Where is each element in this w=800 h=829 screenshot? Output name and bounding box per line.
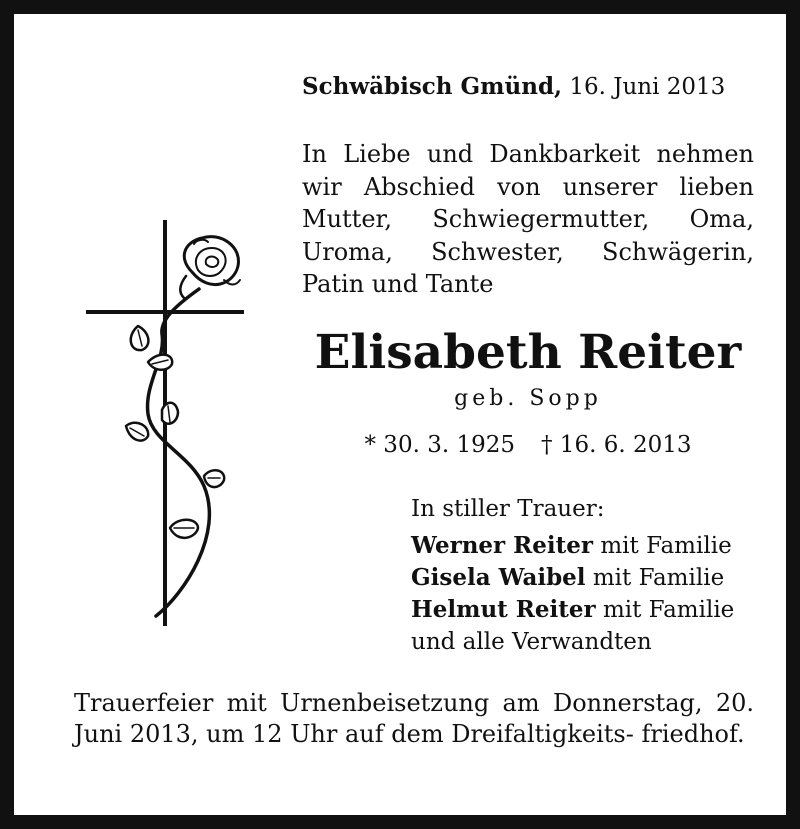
mourner-suffix: mit Familie — [595, 597, 735, 623]
mourner-name: Werner Reiter — [411, 532, 594, 559]
ceremony-line: Trauerfeier mit Urnenbeisetzung am Donnerstag, — [74, 689, 716, 717]
mourner-name: Gisela Waibel — [411, 564, 586, 591]
date: 16. Juni 2013 — [569, 74, 726, 100]
mourner-closing: und alle Verwandten — [411, 629, 652, 655]
intro-line: Patin und Tante — [302, 270, 494, 298]
intro-line: Uroma, Schwester, Schwägerin, — [302, 237, 754, 266]
ceremony-line: friedhof. — [641, 720, 745, 748]
cross-with-rose-icon — [74, 214, 254, 634]
life-dates — [270, 429, 786, 461]
mourner-name: Helmut Reiter — [411, 596, 596, 623]
place-date-line — [302, 72, 725, 102]
birth-date: * 30. 3. 1925 — [364, 432, 515, 458]
intro-line: wir Abschied von unserer lieben — [302, 172, 754, 201]
ceremony-text — [74, 688, 754, 750]
mourning-label: In stiller Trauer: — [411, 496, 605, 522]
mourner-row — [411, 562, 734, 594]
intro-line: Mutter, Schwiegermutter, Oma, — [302, 205, 754, 233]
mourner-row — [411, 594, 734, 626]
mourner-suffix: mit Familie — [593, 533, 732, 559]
place: Schwäbisch Gmünd, — [302, 73, 563, 100]
mourner-suffix: mit Familie — [585, 565, 725, 591]
deceased-name: Elisabeth Reiter — [314, 325, 742, 380]
birth-name: geb. Sopp — [454, 386, 602, 411]
ceremony-line: 20. Juni 2013, um 12 Uhr auf dem Dreifaltigkeits- — [74, 689, 754, 748]
mourners-list — [411, 530, 734, 658]
mourner-row — [411, 530, 734, 562]
intro-line: In Liebe und Dankbarkeit nehmen — [302, 140, 754, 168]
intro-text — [302, 138, 754, 301]
death-date: † 16. 6. 2013 — [541, 432, 692, 458]
